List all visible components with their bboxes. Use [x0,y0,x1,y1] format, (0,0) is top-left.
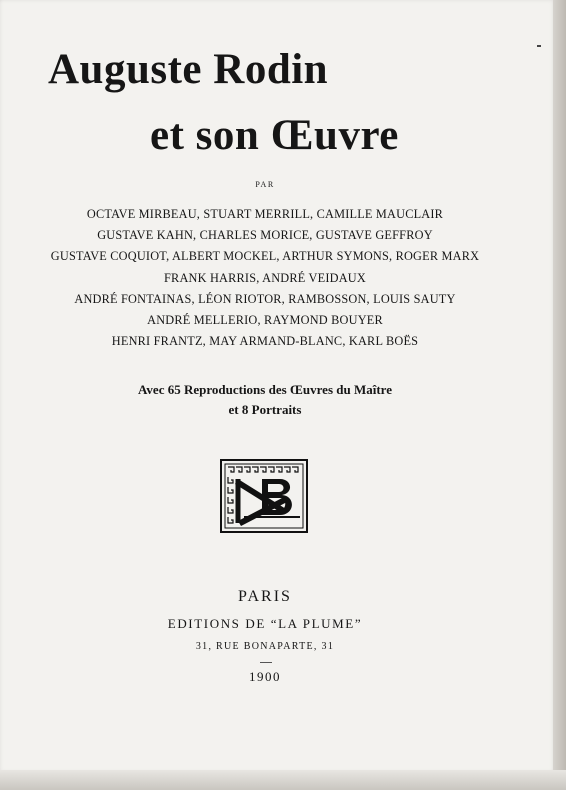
reproductions-line-2: et 8 Portraits [228,402,302,417]
paper-mark [537,45,541,47]
imprint-city: PARIS [238,588,292,605]
author-line: GUSTAVE COQUIOT, ALBERT MOCKEL, ARTHUR SYMONS, ROGER MARX [50,249,480,264]
page-edge-right [553,0,566,790]
par-label: PAR [255,180,275,189]
title-line-1: Auguste Rodin [48,46,329,93]
author-line: FRANK HARRIS, ANDRÉ VEIDAUX [164,270,366,285]
author-line: ANDRÉ FONTAINAS, LÉON RIOTOR, RAMBOSSON, LOUIS SAUTY [74,291,456,306]
author-line: GUSTAVE KAHN, CHARLES MORICE, GUSTAVE GEFFROY [97,228,433,243]
page-edge-bottom [0,770,566,790]
reproductions-line-1: Avec 65 Reproductions des Œuvres du Maître [138,382,392,397]
reproductions-note [0,380,530,420]
author-line: ANDRÉ MELLERIO, RAYMOND BOUYER [147,313,383,328]
imprint-year: 1900 [249,669,281,684]
author-line: HENRI FRANTZ, MAY ARMAND-BLANC, KARL BOËS [111,334,419,349]
divider [260,662,272,663]
imprint-publisher: EDITIONS DE “LA PLUME” [167,616,363,631]
publisher-monogram-icon [220,459,308,533]
author-line: OCTAVE MIRBEAU, STUART MERRILL, CAMILLE MAUCLAIR [86,207,444,221]
imprint-address: 31, RUE BONAPARTE, 31 [195,641,335,652]
title-line-2: et son Œuvre [150,112,399,159]
author-list [0,204,530,352]
